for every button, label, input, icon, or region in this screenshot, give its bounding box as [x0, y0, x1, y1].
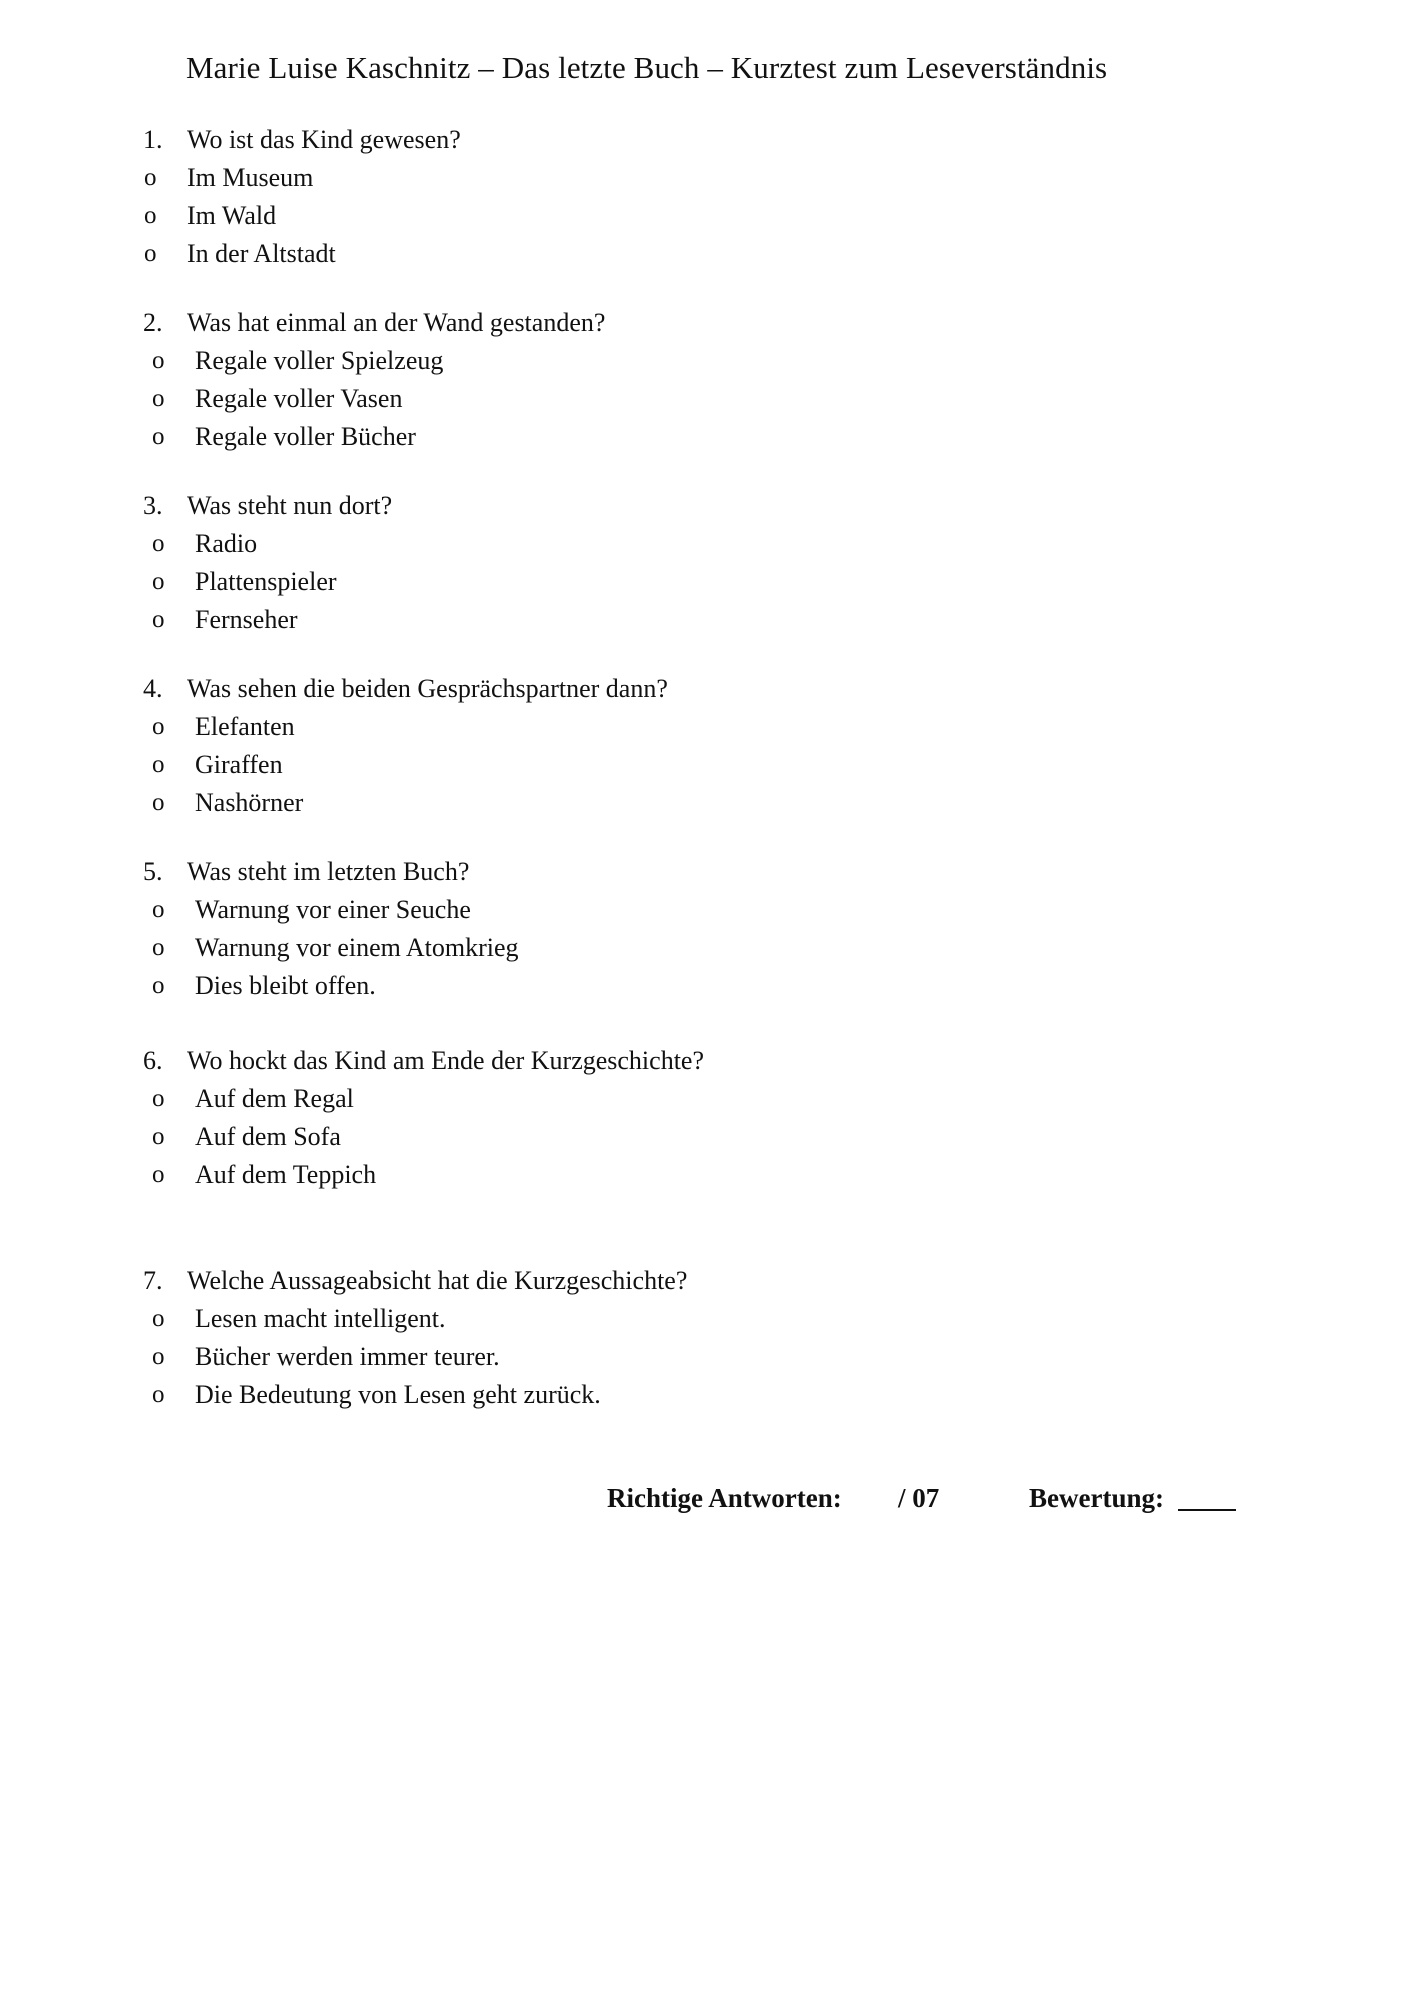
checkbox-circle-icon[interactable]: o — [152, 751, 165, 778]
option-label: Regale voller Vasen — [195, 384, 403, 413]
checkbox-circle-icon[interactable]: o — [144, 240, 157, 267]
score-total: / 07 — [898, 1483, 940, 1513]
question-text: Was steht nun dort? — [187, 491, 393, 520]
checkbox-circle-icon[interactable]: o — [152, 1343, 165, 1370]
question-text: Was sehen die beiden Gesprächspartner dann? — [187, 674, 668, 703]
checkbox-circle-icon[interactable]: o — [152, 1123, 165, 1150]
checkbox-circle-icon[interactable]: o — [152, 972, 165, 999]
option-label: Elefanten — [195, 712, 295, 741]
option-label: Auf dem Teppich — [195, 1160, 377, 1189]
checkbox-circle-icon[interactable]: o — [144, 202, 157, 229]
option-label: Die Bedeutung von Lesen geht zurück. — [195, 1380, 601, 1409]
checkbox-circle-icon[interactable]: o — [144, 164, 157, 191]
option-label: Fernseher — [195, 605, 298, 634]
option-label: Warnung vor einer Seuche — [195, 895, 471, 924]
question-text: Wo ist das Kind gewesen? — [187, 125, 461, 154]
page-title: Marie Luise Kaschnitz – Das letzte Buch – Kurztest zum Leseverständnis — [186, 50, 1108, 85]
question-number: 4. — [143, 674, 163, 703]
question-number: 6. — [143, 1046, 163, 1075]
checkbox-circle-icon[interactable]: o — [152, 1085, 165, 1112]
checkbox-circle-icon[interactable]: o — [152, 934, 165, 961]
checkbox-circle-icon[interactable]: o — [152, 713, 165, 740]
correct-answers-label: Richtige Antworten: — [607, 1483, 842, 1513]
option-label: Warnung vor einem Atomkrieg — [195, 933, 519, 962]
option-label: Lesen macht intelligent. — [195, 1304, 446, 1333]
checkbox-circle-icon[interactable]: o — [152, 530, 165, 557]
checkbox-circle-icon[interactable]: o — [152, 423, 165, 450]
option-label: Im Wald — [187, 201, 277, 230]
checkbox-circle-icon[interactable]: o — [152, 385, 165, 412]
grade-label: Bewertung: — [1029, 1483, 1164, 1513]
score-footer — [0, 1479, 1414, 1517]
question-text: Welche Aussageabsicht hat die Kurzgeschichte? — [187, 1266, 688, 1295]
option-label: Nashörner — [195, 788, 304, 817]
option-label: Im Museum — [187, 163, 314, 192]
checkbox-circle-icon[interactable]: o — [152, 568, 165, 595]
question-text: Was steht im letzten Buch? — [187, 857, 470, 886]
option-label: Regale voller Spielzeug — [195, 346, 444, 375]
option-label: In der Altstadt — [187, 239, 336, 268]
option-label: Plattenspieler — [195, 567, 337, 596]
question-number: 2. — [143, 308, 163, 337]
checkbox-circle-icon[interactable]: o — [152, 606, 165, 633]
checkbox-circle-icon[interactable]: o — [152, 1161, 165, 1188]
checkbox-circle-icon[interactable]: o — [152, 347, 165, 374]
checkbox-circle-icon[interactable]: o — [152, 1381, 165, 1408]
checkbox-circle-icon[interactable]: o — [152, 896, 165, 923]
option-label: Bücher werden immer teurer. — [195, 1342, 500, 1371]
option-label: Auf dem Regal — [195, 1084, 354, 1113]
option-label: Giraffen — [195, 750, 283, 779]
option-label: Auf dem Sofa — [195, 1122, 341, 1151]
question-number: 1. — [143, 125, 163, 154]
option-label: Regale voller Bücher — [195, 422, 416, 451]
question-text: Wo hockt das Kind am Ende der Kurzgeschichte? — [187, 1046, 705, 1075]
question-number: 3. — [143, 491, 163, 520]
option-label: Dies bleibt offen. — [195, 971, 376, 1000]
checkbox-circle-icon[interactable]: o — [152, 1305, 165, 1332]
question-number: 5. — [143, 857, 163, 886]
checkbox-circle-icon[interactable]: o — [152, 789, 165, 816]
grade-blank-line[interactable] — [1178, 1479, 1236, 1511]
question-text: Was hat einmal an der Wand gestanden? — [187, 308, 606, 337]
question-number: 7. — [143, 1266, 163, 1295]
option-label: Radio — [195, 529, 258, 558]
